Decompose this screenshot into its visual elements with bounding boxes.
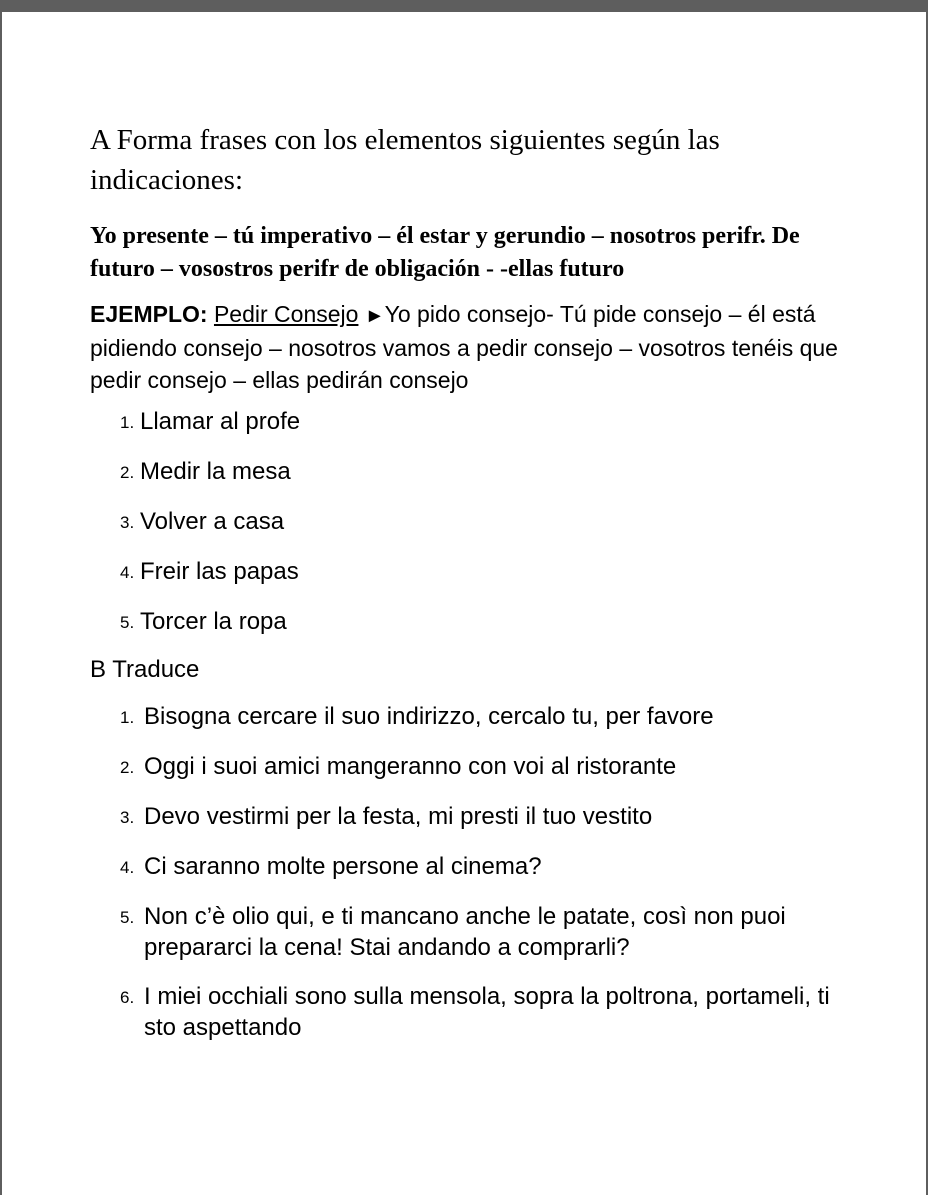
item-number: 3. <box>120 808 135 827</box>
example-verb: Pedir Consejo <box>213 301 359 327</box>
list-item <box>120 981 850 1043</box>
item-text: Medir la mesa <box>140 458 291 485</box>
section-a-title: A Forma frases con los elementos siguientes según las indicaciones: <box>90 124 720 196</box>
example-label: EJEMPLO: <box>90 301 208 327</box>
section-a-list <box>90 406 850 638</box>
item-text: Ci saranno molte persone al cinema? <box>144 853 542 880</box>
list-item <box>120 801 850 833</box>
section-b-title: B Traduce <box>90 656 200 683</box>
item-text: Oggi i suoi amici mangeranno con voi al ristorante <box>144 753 677 780</box>
list-item <box>120 406 850 438</box>
list-item <box>120 456 850 488</box>
item-number: 1. <box>120 413 135 432</box>
list-item <box>120 851 850 883</box>
example-text: Yo pido consejo- Tú pide consejo – él está pidiendo consejo – nosotros vamos a pedir consejo – vosotros tenéis que pedir consejo – ellas pedirán consejo <box>90 301 838 393</box>
list-item <box>120 701 850 733</box>
item-text: Freir las papas <box>140 558 299 585</box>
list-item <box>120 901 850 963</box>
item-text: Llamar al profe <box>140 408 301 435</box>
item-number: 2. <box>120 463 135 482</box>
item-text: Bisogna cercare il suo indirizzo, cercalo tu, per favore <box>144 703 714 730</box>
section-a-instructions: Yo presente – tú imperativo – él estar y gerundio – nosotros perifr. De futuro – vosostros perifr de obligación - -ellas futuro <box>90 223 800 282</box>
window-top-bar <box>0 0 928 12</box>
list-item <box>120 606 850 638</box>
item-number: 1. <box>120 708 135 727</box>
item-number: 3. <box>120 513 135 532</box>
list-item <box>120 556 850 588</box>
item-number: 5. <box>120 908 135 927</box>
list-item <box>120 751 850 783</box>
item-text: I miei occhiali sono sulla mensola, sopra la poltrona, portameli, ti sto aspettando <box>144 983 830 1041</box>
item-number: 6. <box>120 988 135 1007</box>
item-text: Non c’è olio qui, e ti mancano anche le patate, così non puoi prepararci la cena! Stai andando a comprarli? <box>144 903 786 961</box>
play-arrow-icon: ► <box>364 305 385 327</box>
item-number: 2. <box>120 758 135 777</box>
example-paragraph <box>90 298 850 396</box>
item-text: Torcer la ropa <box>140 608 287 635</box>
item-number: 4. <box>120 858 135 877</box>
list-item <box>120 506 850 538</box>
item-text: Devo vestirmi per la festa, mi presti il tuo vestito <box>144 803 653 830</box>
item-number: 4. <box>120 563 135 582</box>
item-number: 5. <box>120 613 135 632</box>
item-text: Volver a casa <box>140 508 285 535</box>
worksheet-page <box>90 120 850 1061</box>
section-b-list <box>90 701 850 1043</box>
left-border <box>0 0 2 1195</box>
